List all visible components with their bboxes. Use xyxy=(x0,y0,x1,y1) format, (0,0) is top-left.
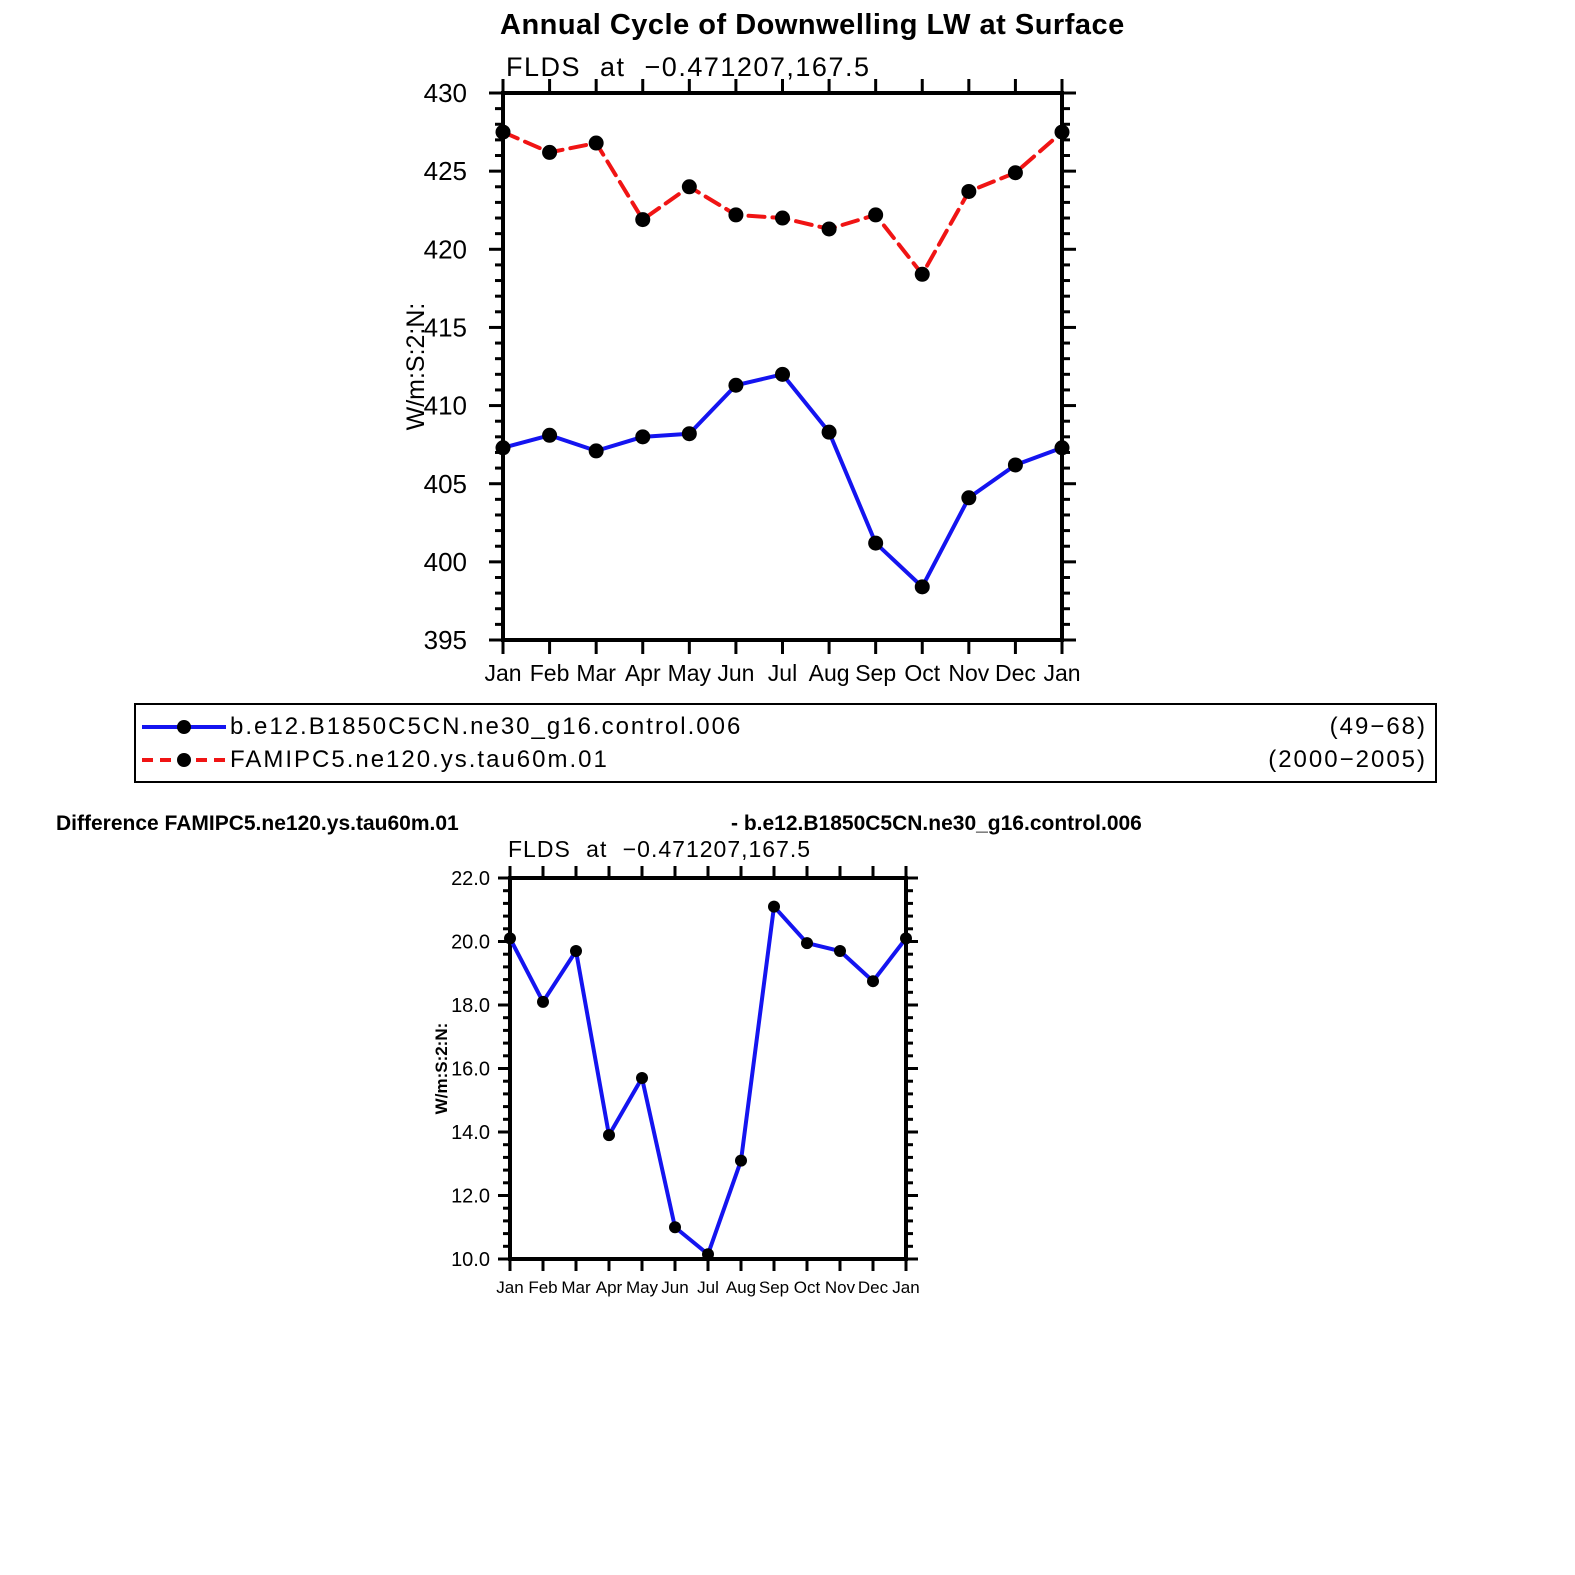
legend-period-famip: (2000−2005) xyxy=(1268,746,1427,773)
svg-text:Nov: Nov xyxy=(824,1278,856,1297)
legend-label-control: b.e12.B1850C5CN.ne30_g16.control.006 xyxy=(230,713,743,740)
svg-text:Oct: Oct xyxy=(904,660,941,686)
svg-text:May: May xyxy=(667,660,712,686)
svg-text:Jun: Jun xyxy=(661,1278,689,1297)
svg-text:22.0: 22.0 xyxy=(451,868,490,890)
svg-text:Apr: Apr xyxy=(624,660,661,686)
svg-text:Jan: Jan xyxy=(496,1278,524,1297)
svg-text:Sep: Sep xyxy=(758,1278,790,1297)
legend-box xyxy=(134,703,1437,783)
svg-text:14.0: 14.0 xyxy=(451,1122,490,1144)
svg-text:405: 405 xyxy=(423,468,467,499)
svg-text:400: 400 xyxy=(423,546,467,577)
legend-period-control: (49−68) xyxy=(1329,713,1427,740)
difference-chart xyxy=(432,866,920,1297)
legend-label-famip: FAMIPC5.ne120.ys.tau60m.01 xyxy=(230,746,609,773)
svg-text:Dec: Dec xyxy=(994,660,1036,686)
svg-text:Aug: Aug xyxy=(725,1278,757,1297)
svg-text:420: 420 xyxy=(423,234,467,265)
svg-text:425: 425 xyxy=(423,156,467,187)
svg-text:Apr: Apr xyxy=(595,1278,623,1297)
svg-text:Feb: Feb xyxy=(528,1278,558,1297)
svg-text:Jan: Jan xyxy=(892,1278,920,1297)
svg-text:Jul: Jul xyxy=(697,1278,719,1297)
svg-text:410: 410 xyxy=(423,390,467,421)
svg-text:18.0: 18.0 xyxy=(451,995,490,1017)
svg-text:Oct: Oct xyxy=(793,1278,821,1297)
svg-text:Jan: Jan xyxy=(1043,660,1081,686)
difference-title: Difference FAMIPC5.ne120.ys.tau60m.01 xyxy=(56,812,459,835)
svg-text:12.0: 12.0 xyxy=(451,1185,490,1208)
top-chart-subtitle: FLDS at −0.471207,167.5 xyxy=(506,52,871,82)
difference-title-subtrahend: - b.e12.B1850C5CN.ne30_g16.control.006 xyxy=(731,812,1142,835)
svg-text:Mar: Mar xyxy=(576,660,616,686)
svg-text:Dec: Dec xyxy=(857,1278,889,1297)
svg-text:430: 430 xyxy=(423,78,467,109)
page-title: Annual Cycle of Downwelling LW at Surface xyxy=(500,9,1125,41)
legend-entry-famip xyxy=(140,745,1427,775)
svg-text:Jun: Jun xyxy=(717,660,755,686)
svg-text:Nov: Nov xyxy=(948,660,990,686)
legend-dashed-line-icon xyxy=(140,752,228,768)
svg-text:16.0: 16.0 xyxy=(451,1058,490,1081)
svg-text:W/m:S:2:N:: W/m:S:2:N: xyxy=(402,302,430,431)
svg-text:May: May xyxy=(625,1278,659,1297)
svg-text:415: 415 xyxy=(423,312,467,343)
svg-text:20.0: 20.0 xyxy=(451,931,490,954)
difference-chart-subtitle: FLDS at −0.471207,167.5 xyxy=(508,836,812,862)
legend-solid-line-icon xyxy=(140,719,228,735)
svg-text:Feb: Feb xyxy=(529,660,570,686)
svg-text:Aug: Aug xyxy=(808,660,850,686)
legend-entry-control xyxy=(140,712,1427,742)
svg-text:Sep: Sep xyxy=(855,660,897,686)
svg-text:10.0: 10.0 xyxy=(451,1249,490,1271)
svg-text:395: 395 xyxy=(423,625,467,656)
annual-cycle-chart xyxy=(402,78,1081,686)
svg-text:Jan: Jan xyxy=(484,660,522,686)
svg-text:Mar: Mar xyxy=(561,1278,591,1297)
svg-text:W/m:S:2:N:: W/m:S:2:N: xyxy=(432,1022,451,1115)
svg-text:Jul: Jul xyxy=(767,660,798,686)
